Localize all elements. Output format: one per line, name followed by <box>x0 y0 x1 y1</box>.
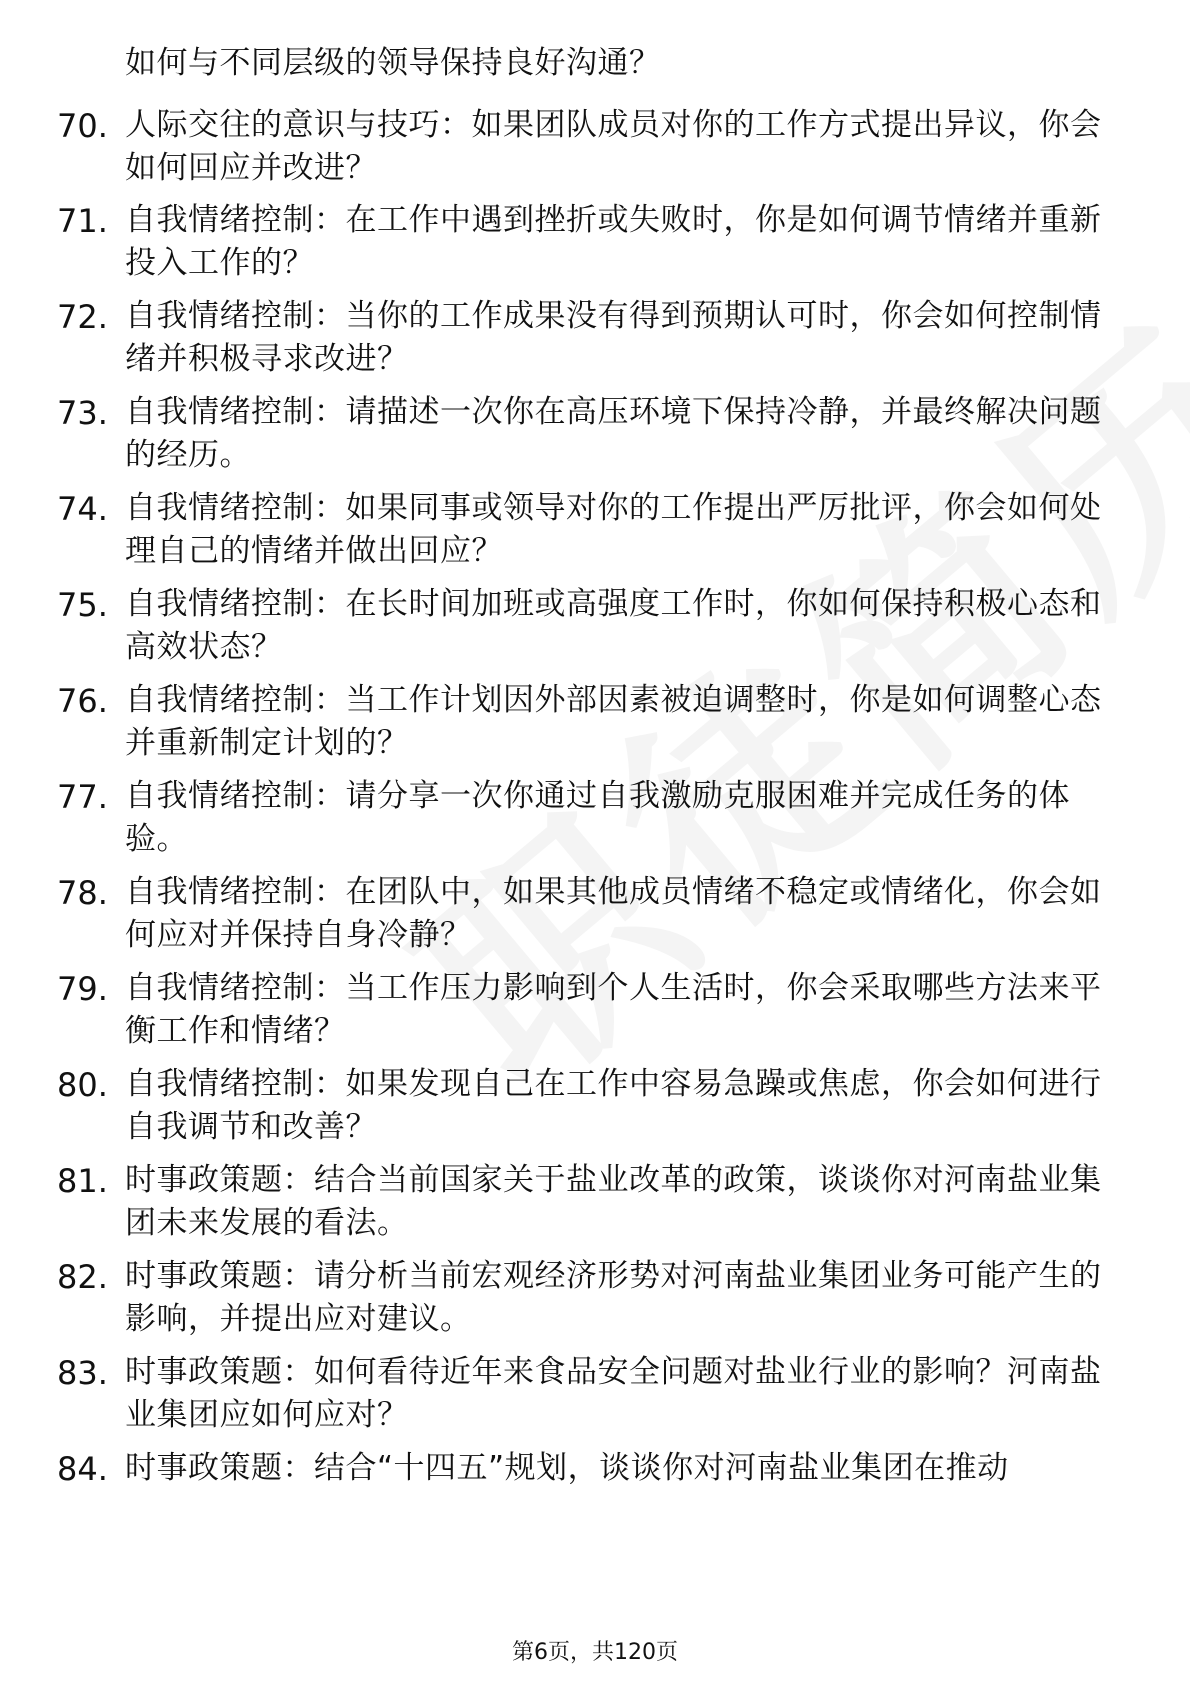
question-text: 自我情绪控制：在团队中，如果其他成员情绪不稳定或情绪化，你会如何应对并保持自身冷静？ <box>125 874 1102 953</box>
question-number: 75. <box>57 586 108 624</box>
question-number: 77. <box>57 778 108 816</box>
question-number: 83. <box>57 1354 108 1392</box>
question-number: 72. <box>57 298 108 336</box>
page-footer: 第6页，共120页 <box>512 1640 678 1665</box>
question-number: 78. <box>57 874 108 912</box>
question-text: 自我情绪控制：请描述一次你在高压环境下保持冷静，并最终解决问题的经历。 <box>125 394 1102 473</box>
question-text: 时事政策题：结合“十四五”规划，谈谈你对河南盐业集团在推动 <box>125 1450 1009 1486</box>
question-number: 79. <box>57 970 108 1008</box>
question-text: 人际交往的意识与技巧：如果团队成员对你的工作方式提出异议，你会如何回应并改进？ <box>125 107 1102 186</box>
question-number: 84. <box>57 1450 108 1488</box>
question-number: 71. <box>57 202 108 240</box>
question-text: 自我情绪控制：在工作中遇到挫折或失败时，你是如何调节情绪并重新投入工作的？ <box>125 202 1102 281</box>
question-text: 时事政策题：结合当前国家关于盐业改革的政策，谈谈你对河南盐业集团未来发展的看法。 <box>125 1162 1102 1241</box>
question-text: 自我情绪控制：请分享一次你通过自我激励克服困难并完成任务的体验。 <box>125 778 1070 857</box>
question-number: 80. <box>57 1066 108 1104</box>
question-text: 自我情绪控制：当工作压力影响到个人生活时，你会采取哪些方法来平衡工作和情绪？ <box>125 970 1102 1049</box>
question-number: 81. <box>57 1162 108 1200</box>
question-text: 如何与不同层级的领导保持良好沟通？ <box>125 45 661 81</box>
question-number: 73. <box>57 394 108 432</box>
question-number: 82. <box>57 1258 108 1296</box>
question-text: 自我情绪控制：如果同事或领导对你的工作提出严厉批评，你会如何处理自己的情绪并做出回应？ <box>125 490 1102 569</box>
question-text: 自我情绪控制：当你的工作成果没有得到预期认可时，你会如何控制情绪并积极寻求改进？ <box>125 298 1102 377</box>
question-text: 自我情绪控制：在长时间加班或高强度工作时，你如何保持积极心态和高效状态？ <box>125 586 1102 665</box>
question-number: 76. <box>57 682 108 720</box>
question-text: 自我情绪控制：当工作计划因外部因素被迫调整时，你是如何调整心态并重新制定计划的？ <box>125 682 1102 761</box>
question-text: 时事政策题：如何看待近年来食品安全问题对盐业行业的影响？河南盐业集团应如何应对？ <box>125 1354 1102 1433</box>
question-text: 自我情绪控制：如果发现自己在工作中容易急躁或焦虑，你会如何进行自我调节和改善？ <box>125 1066 1102 1145</box>
question-number: 74. <box>57 490 108 528</box>
question-text: 时事政策题：请分析当前宏观经济形势对河南盐业集团业务可能产生的影响，并提出应对建议。 <box>125 1258 1102 1337</box>
question-number: 70. <box>57 107 108 145</box>
